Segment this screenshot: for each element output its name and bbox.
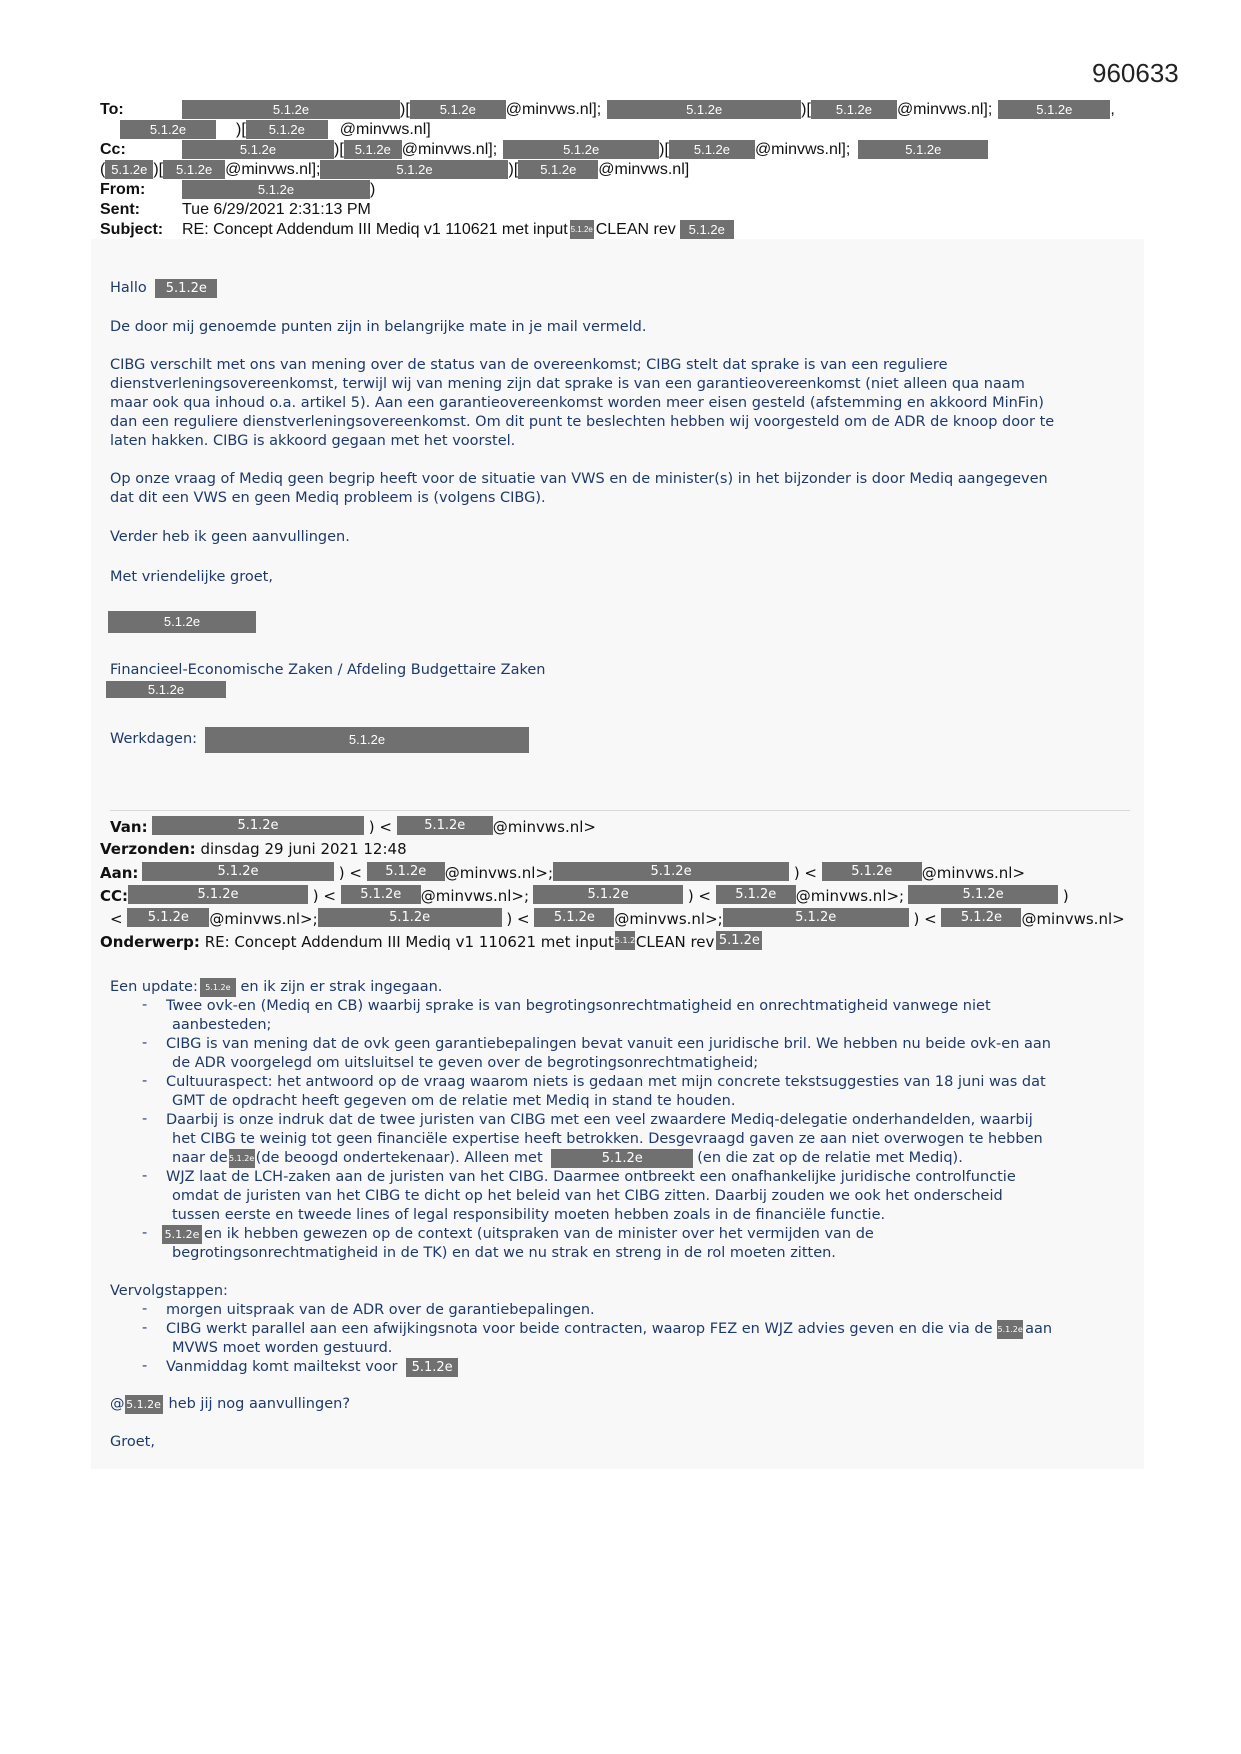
bullet-4-line-2: het CIBG te weinig tot geen financiële expertise heeft betrokken. Desgevraagd gaven ze aan niet overwogen te hebben bbox=[172, 1131, 1043, 1147]
bullet-dash: - bbox=[142, 1225, 148, 1241]
redaction: 5.1.2e bbox=[615, 931, 635, 950]
bullet-5-line-2: omdat de juristen van het CIBG te dicht op het beleid van het CIBG zitten. Daarbij zouden we ook het onderscheid bbox=[172, 1188, 1003, 1204]
onderwerp-label: Onderwerp: bbox=[100, 933, 200, 951]
bullet-2-line-2: de ADR voorgelegd om uitsluitsel te geven over de begrotingsonrechtmatigheid; bbox=[172, 1055, 759, 1071]
bullet-4-line-1: Daarbij is onze indruk dat de twee juristen van CIBG met een veel zwaardere Mediq-delegatie onderhandelden, waarbij bbox=[166, 1112, 1033, 1128]
redaction: 5.1.2e bbox=[182, 180, 370, 199]
workdays-label: Werkdagen: bbox=[110, 731, 198, 747]
email-domain: @minvws.nl]; bbox=[401, 141, 498, 158]
email-domain: @minvws.nl]; bbox=[896, 101, 993, 118]
email-domain: @minvws.nl] bbox=[598, 161, 690, 178]
redaction: 5.1.2e bbox=[182, 140, 334, 159]
redaction: 5.1.2e bbox=[553, 862, 789, 881]
redaction: 5.1.2e bbox=[200, 978, 236, 997]
question-text: heb jij nog aanvullingen? bbox=[168, 1396, 351, 1412]
update-line bbox=[110, 978, 442, 997]
bullet-text: en ik hebben gewezen op de context (uitspraken van de minister over het vermijden van de bbox=[204, 1226, 874, 1242]
subject-label: Subject: bbox=[100, 221, 164, 238]
paragraph-2-line-2: dienstverleningsovereenkomst, terwijl wij van mening zijn dat sprake is van een garantieovereenkomst (niet alleen qua naam bbox=[110, 376, 1025, 392]
vervolg-2-line-1 bbox=[166, 1320, 1052, 1339]
cc-line-2 bbox=[100, 160, 689, 180]
redaction: 5.1.2e bbox=[570, 220, 594, 239]
email-domain: @minvws.nl]; bbox=[505, 101, 602, 118]
bullet-2-line-1: CIBG is van mening dat de ovk geen garantiebepalingen bevat vanuit een juridische bril. We hebben nu beide ovk-en aan bbox=[166, 1036, 1051, 1052]
redaction: 5.1.2e bbox=[716, 931, 762, 950]
vervolg-label: Vervolgstappen: bbox=[110, 1283, 228, 1299]
email-domain: @minvws.nl>; bbox=[420, 887, 530, 905]
bullet-dash: - bbox=[142, 1301, 148, 1317]
bullet-6-line-1 bbox=[162, 1225, 874, 1244]
redaction: 5.1.2e bbox=[607, 100, 801, 119]
redaction: 5.1.2e bbox=[341, 885, 421, 904]
closing: Met vriendelijke groet, bbox=[110, 569, 273, 585]
redaction: 5.1.2e bbox=[155, 279, 217, 298]
bracket: )[ bbox=[334, 141, 344, 158]
vervolg-text: Vanmiddag komt mailtekst voor bbox=[166, 1359, 398, 1375]
redaction: 5.1.2e bbox=[162, 1225, 202, 1244]
greeting bbox=[110, 279, 217, 298]
paragraph-4: Verder heb ik geen aanvullingen. bbox=[110, 529, 350, 545]
redaction: 5.1.2e bbox=[997, 1320, 1023, 1339]
redaction: 5.1.2e bbox=[858, 140, 988, 159]
to-line-2 bbox=[100, 120, 431, 140]
vervolg-text: CIBG werkt parallel aan een afwijkingsnota voor beide contracten, waarop FEZ en WJZ advies geven en die via de bbox=[166, 1321, 993, 1337]
update-prefix: Een update: bbox=[110, 979, 198, 995]
redaction: 5.1.2e bbox=[246, 120, 328, 139]
redaction: 5.1.2e bbox=[811, 100, 897, 119]
email-domain: @minvws.nl] bbox=[339, 121, 431, 138]
greeting-text: Hallo bbox=[110, 280, 147, 296]
closing-2: Groet, bbox=[110, 1434, 155, 1450]
from-line bbox=[100, 180, 375, 200]
to-line bbox=[100, 100, 1115, 120]
bracket: )[ bbox=[659, 141, 669, 158]
bullet-1-line-1: Twee ovk-en (Mediq en CB) waarbij sprake is van begrotingsonrechtmatigheid en onrechtmatigheid vanwege niet bbox=[166, 998, 991, 1014]
subject-line bbox=[100, 220, 734, 240]
vervolg-3 bbox=[166, 1358, 458, 1377]
redaction: 5.1.2e bbox=[229, 1149, 255, 1168]
bullet-dash: - bbox=[142, 997, 148, 1013]
paragraph-2-line-3: maar ook qua inhoud o.a. artikel 5). Aan een garantieovereenkomst worden meer eisen gesteld (afstemming en akkoord MinFin) bbox=[110, 395, 1044, 411]
aan-line: Aan: 5.1.2e ) < 5.1.2e @minvws.nl>; 5.1.2e ) < 5.1.2e @minvws.nl> bbox=[100, 864, 1026, 882]
bullet-1-line-2: aanbesteden; bbox=[172, 1017, 272, 1033]
bullet-text: naar de bbox=[172, 1150, 228, 1166]
paragraph-3-line-1: Op onze vraag of Mediq geen begrip heeft voor de situatie van VWS en de minister(s) in het bijzonder is door Mediq aangegeven bbox=[110, 471, 1048, 487]
verzonden-line bbox=[100, 838, 407, 860]
from-label: From: bbox=[100, 181, 146, 198]
redaction: 5.1.2e bbox=[152, 816, 364, 835]
bracket: )[ bbox=[153, 161, 164, 178]
email-domain: @minvws.nl> bbox=[921, 864, 1026, 882]
comma: , bbox=[1110, 101, 1115, 118]
van-domain: @minvws.nl> bbox=[492, 818, 596, 836]
email-domain: @minvws.nl> bbox=[1021, 910, 1125, 928]
at-sign: @ bbox=[110, 1396, 125, 1412]
redaction: 5.1.2e bbox=[716, 885, 796, 904]
sent-label: Sent: bbox=[100, 201, 140, 218]
paragraph-1: De door mij genoemde punten zijn in belangrijke mate in je mail vermeld. bbox=[110, 319, 647, 335]
verzonden-value: dinsdag 29 juni 2021 12:48 bbox=[200, 840, 407, 858]
question-line bbox=[110, 1395, 350, 1414]
email-domain: @minvws.nl]; bbox=[225, 161, 321, 178]
bullet-text: (en die zat op de relatie met Mediq). bbox=[697, 1150, 963, 1166]
cc2-line: CC: 5.1.2e ) < 5.1.2e @minvws.nl>; 5.1.2e ) < 5.1.2e @minvws.nl>; 5.1.2e ) bbox=[100, 887, 1069, 905]
email-domain: @minvws.nl>; bbox=[795, 887, 905, 905]
bullet-3-line-2: GMT de opdracht heeft gegeven om de relatie met Mediq in stand te houden. bbox=[172, 1093, 736, 1109]
paragraph-2-line-5: laten hakken. CIBG is akkoord gegaan met het voorstel. bbox=[110, 433, 516, 449]
redaction: 5.1.2e bbox=[367, 862, 445, 881]
email-domain: @minvws.nl>; bbox=[209, 910, 318, 928]
redaction: 5.1.2e bbox=[503, 140, 659, 159]
paragraph-2-line-4: dan een reguliere dienstverleningsovereenkomst. Om dit punt te beslechten hebben wij voorgesteld om de ADR de knoop door te bbox=[110, 414, 1055, 430]
message-separator bbox=[110, 810, 1130, 811]
bullet-4-line-3 bbox=[172, 1149, 963, 1168]
redaction: 5.1.2e bbox=[534, 908, 614, 927]
redaction: 5.1.2e bbox=[120, 120, 216, 139]
email-domain: @minvws.nl]; bbox=[754, 141, 851, 158]
workdays-redaction: 5.1.2e bbox=[205, 727, 529, 753]
paren: ( bbox=[100, 161, 106, 178]
redaction: 5.1.2e bbox=[723, 908, 909, 927]
bullet-dash: - bbox=[142, 1035, 148, 1051]
sent-line bbox=[100, 200, 371, 220]
van-line: Van: 5.1.2e ) < 5.1.2e @minvws.nl> bbox=[110, 818, 596, 836]
bracket: )[ bbox=[508, 161, 519, 178]
bullet-5-line-3: tussen eerste en tweede lines of legal responsibility moeten hebben zoals in de financiële functie. bbox=[172, 1207, 886, 1223]
paren: ) bbox=[370, 181, 376, 198]
redaction: 5.1.2e bbox=[125, 1395, 163, 1414]
redaction: 5.1.2e bbox=[533, 885, 683, 904]
bullet-dash: - bbox=[142, 1073, 148, 1089]
cc-label: Cc: bbox=[100, 141, 126, 158]
redaction: 5.1.2e bbox=[128, 885, 308, 904]
vervolg-2-line-2: MVWS moet worden gestuurd. bbox=[172, 1340, 393, 1356]
cc2-line-2: < 5.1.2e @minvws.nl>; 5.1.2e ) < 5.1.2e @minvws.nl>; 5.1.2e ) < 5.1.2e @minvws.nl> bbox=[110, 910, 1125, 928]
redaction: 5.1.2e bbox=[182, 100, 400, 119]
cc2-label: CC: bbox=[100, 887, 129, 905]
bullet-3-line-1: Cultuuraspect: het antwoord op de vraag waarom niets is gedaan met mijn concrete tekstsuggesties van 18 juni was dat bbox=[166, 1074, 1046, 1090]
onderwerp-prefix: RE: Concept Addendum III Mediq v1 110621 met input bbox=[204, 933, 614, 951]
vervolg-1: morgen uitspraak van de ADR over de garantiebepalingen. bbox=[166, 1302, 595, 1318]
redaction: 5.1.2e bbox=[344, 140, 402, 159]
bracket: )[ bbox=[400, 101, 410, 118]
email-domain: @minvws.nl>; bbox=[444, 864, 554, 882]
onderwerp-mid: CLEAN rev bbox=[635, 933, 715, 951]
bracket: )[ bbox=[236, 121, 246, 138]
redaction: 5.1.2e bbox=[410, 100, 506, 119]
subject-mid: CLEAN rev bbox=[595, 221, 676, 238]
sent-value: Tue 6/29/2021 2:31:13 PM bbox=[182, 201, 371, 218]
subject-prefix: RE: Concept Addendum III Mediq v1 110621 met input bbox=[182, 221, 568, 238]
bullet-dash: - bbox=[142, 1111, 148, 1127]
workdays bbox=[110, 730, 197, 749]
redaction: 5.1.2e bbox=[127, 908, 209, 927]
document-number: 960633 bbox=[1092, 58, 1179, 88]
redaction: 5.1.2e bbox=[106, 681, 226, 698]
redaction: 5.1.2e bbox=[318, 908, 502, 927]
redaction: 5.1.2e bbox=[669, 140, 755, 159]
verzonden-label: Verzonden: bbox=[100, 840, 196, 858]
redaction: 5.1.2e bbox=[941, 908, 1021, 927]
redaction: 5.1.2e bbox=[680, 220, 734, 239]
bullet-text: (de beoogd ondertekenaar). Alleen met bbox=[255, 1150, 543, 1166]
bullet-dash: - bbox=[142, 1168, 148, 1184]
redaction: 5.1.2e bbox=[320, 160, 508, 179]
onderwerp-line bbox=[100, 931, 762, 953]
department: Financieel-Economische Zaken / Afdeling Budgettaire Zaken bbox=[110, 662, 546, 678]
bracket: )[ bbox=[801, 101, 811, 118]
redaction: 5.1.2e bbox=[822, 862, 922, 881]
to-label: To: bbox=[100, 101, 124, 118]
paragraph-3-line-2: dat dit een VWS en geen Mediq probleem is (volgens CIBG). bbox=[110, 490, 546, 506]
van-label: Van: bbox=[110, 818, 148, 836]
redaction: 5.1.2e bbox=[908, 885, 1058, 904]
redaction: 5.1.2e bbox=[518, 160, 598, 179]
redaction: 5.1.2e bbox=[105, 160, 153, 179]
redaction: 5.1.2e bbox=[406, 1358, 458, 1377]
update-suffix: en ik zijn er strak ingegaan. bbox=[240, 979, 443, 995]
bullet-dash: - bbox=[142, 1320, 148, 1336]
redaction: 5.1.2e bbox=[397, 816, 493, 835]
bullet-5-line-1: WJZ laat de LCH-zaken aan de juristen van het CIBG. Daarmee ontbreekt een onafhankelijke juridische controlfunctie bbox=[166, 1169, 1016, 1185]
aan-label: Aan: bbox=[100, 864, 139, 882]
paragraph-2-line-1: CIBG verschilt met ons van mening over de status van de overeenkomst; CIBG stelt dat sprake is van een reguliere bbox=[110, 357, 948, 373]
bullet-6-line-2: begrotingsonrechtmatigheid in de TK) en dat we nu strak en streng in de rol moeten zitten. bbox=[172, 1245, 836, 1261]
signature-redaction: 5.1.2e bbox=[108, 611, 256, 633]
redaction: 5.1.2e bbox=[998, 100, 1110, 119]
email-domain: @minvws.nl>; bbox=[614, 910, 723, 928]
bullet-dash: - bbox=[142, 1358, 148, 1374]
redaction: 5.1.2e bbox=[551, 1149, 693, 1168]
redaction: 5.1.2e bbox=[163, 160, 225, 179]
redaction: 5.1.2e bbox=[142, 862, 334, 881]
vervolg-text: aan bbox=[1025, 1321, 1053, 1337]
cc-line bbox=[100, 140, 988, 160]
